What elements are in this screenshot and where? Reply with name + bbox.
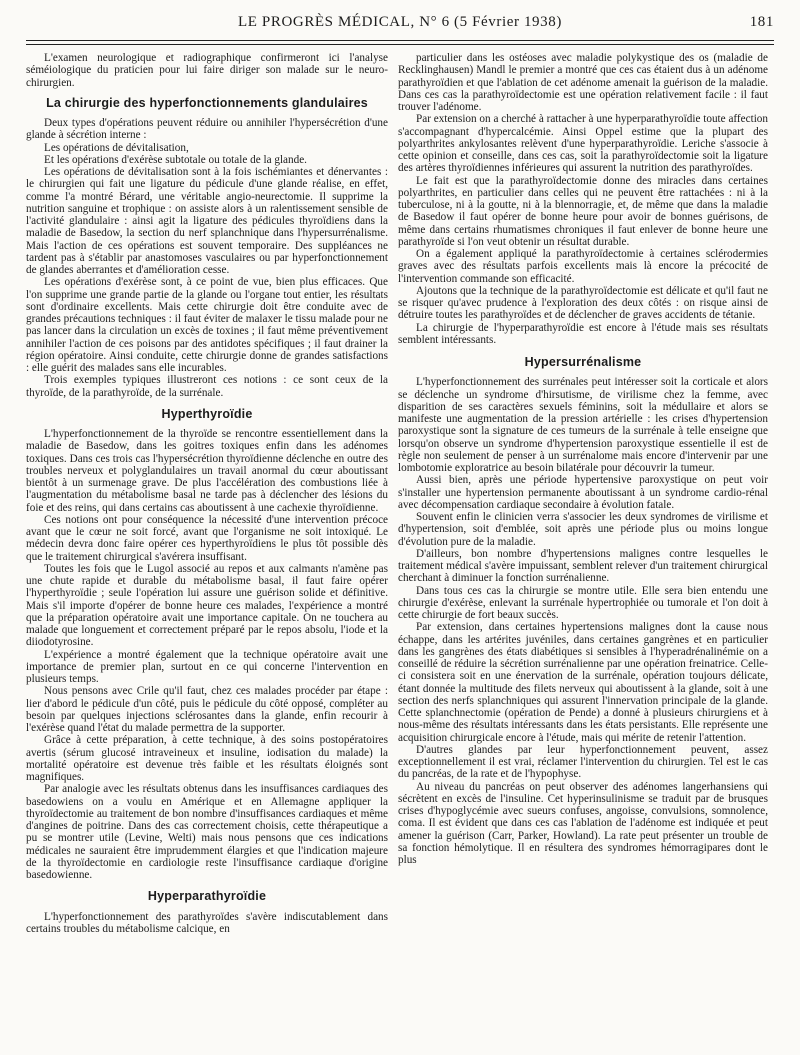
right-column [398, 52, 768, 1047]
paragraph: Aussi bien, après une période hypertensive paroxystique on peut voir s'installer une hypertension permanente aboutissant à un syndrome cardio-rénal avec décompensation cardiaque secondaire à évolution fatale. [398, 474, 768, 511]
page-number: 181 [749, 14, 774, 30]
paragraph: Et les opérations d'exérèse subtotale ou totale de la glande. [44, 153, 307, 166]
section-heading-chirurgie: La chirurgie des hyperfonctionnements glandulaires [46, 95, 368, 110]
section-heading-hyperparathyroidie: Hyperparathyroïdie [147, 889, 267, 904]
left-column [26, 52, 388, 1047]
paragraph: Par extension on a cherché à rattacher à une hyperparathyroïdie toute affection s'accompagnant d'hypercalcémie. Ainsi Oppel estime que la plupart des polyarthrites ankylosantes relèvent d'une hyperparathyroïdie. Leriche s'associe à cette opinion et conseille, dans ces cas, soit la parathyroïdectomie soit la ligature des artères thyroïdiennes inférieures qui assurent la nutrition des parathyroïdes. [398, 113, 768, 175]
paragraph: Ces notions ont pour conséquence la nécessité d'une intervention précoce avant que le cœur ne soit forcé, avant que l'organisme ne soit intoxiqué. Le médecin devra donc faire opérer ces hyperthyroïdiens le plus tôt possible dès que le traitement chirurgical s'avérera insuffisant. [26, 513, 388, 563]
paragraph: Souvent enfin le clinicien verra s'associer les deux syndromes de virilisme et d'hypertension, soit d'emblée, soit après une période plus ou moins longue d'évolution pure de la maladie. [398, 511, 768, 548]
page-header [26, 14, 774, 36]
paragraph: Les opérations de dévitalisation, [44, 141, 189, 154]
paragraph: D'ailleurs, bon nombre d'hypertensions malignes contre lesquelles le traitement médical s'avère impuissant, semblent relever d'un traitement chirurgical cherchant à diminuer la fonction surrénalienne. [398, 547, 768, 585]
paragraph: L'expérience a montré également que la technique opératoire avait une importance de premier plan, surtout en ce qui concerne l'intervention en plusieurs temps. [26, 648, 388, 685]
paragraph: Deux types d'opérations peuvent réduire ou annihiler l'hypersécrétion d'une glande à sécrétion interne : [26, 117, 388, 142]
paragraph: L'hyperfonctionnement des surrénales peut intéresser soit la corticale et alors se déclenche un syndrome d'hirsutisme, de virilisme chez la femme, avec disparition de ses caractères sexuels féminins, soit la médullaire et alors se manifeste une augmentation de la pression artérielle : les crises d'hypertension paroxystique sont la signature de ces tumeurs de la surrénale à telle enseigne que lorsqu'on observe un syndrome d'hypertension paroxystique essentielle il est de règle non seulement de penser à un surrénalome mais encore d'intervenir par une lombotomie exploratrice au besoin bilatérale pour découvrir la tumeur. [398, 376, 768, 474]
paragraph: L'hyperfonctionnement des parathyroïdes s'avère indiscutablement dans certains troubles du métabolisme calcique, en [26, 910, 388, 935]
paragraph: La chirurgie de l'hyperparathyroïdie est encore à l'étude mais ses résultats semblent intéressants. [398, 321, 768, 346]
intro-paragraph: L'examen neurologique et radiographique confirmeront ici l'analyse séméiologique du praticien pour lui faire diriger son malade sur le neuro-chirurgien. [26, 52, 388, 89]
paragraph: L'hyperfonctionnement de la thyroïde se rencontre essentiellement dans la maladie de Basedow, dans les goitres toxiques enfin dans les adénomes toxiques. Dans ces trois cas l'hypersécrétion thyroïdienne déclenche en outre des troubles nerveux et polyglandulaires un travail anormal du cœur aboutissant bientôt à un surmenage grave. De plus l'accélération des combustions liée à l'augmentation du métabolisme basal ne tarde pas à déclencher des lésions du foie et des reins, qui dans certains cas aboutissent à une cachexie thyroïdienne. [26, 428, 388, 514]
paragraph: Nous pensons avec Crile qu'il faut, chez ces malades procéder par étape : lier d'abord le pédicule d'un côté, puis le pédicule du côté opposé, compléter au besoin par quelques injections sclérosantes dans la glande, enfin recourir à l'exérèse quand l'état du malade permettra de la supporter. [26, 685, 388, 734]
paragraph: Trois exemples typiques illustreront ces notions : ce sont ceux de la thyroïde, de la parathyroïde, de la surrénale. [26, 374, 388, 399]
paragraph: D'autres glandes par leur hyperfonctionnement peuvent, assez exceptionnellement il est vrai, réclamer l'intervention du chirurgien. Tel est le cas du pancréas, de la rate et de l'hypophyse. [398, 743, 768, 781]
paragraph: Grâce à cette préparation, à cette technique, à des soins postopératoires avertis (sérum glucosé intraveineux et insuline, iodisation du malade) la mortalité opératoire est devenue très faible et les résultats éloignés sont magnifiques. [26, 734, 388, 783]
header-rule-thin [26, 44, 774, 45]
paragraph: On a également appliqué la parathyroïdectomie à certaines sclérodermies graves avec des résultats parfois excellents mais là encore la précocité de l'intervention commande son efficacité. [398, 248, 768, 285]
paragraph: Ajoutons que la technique de la parathyroïdectomie est délicate et qu'il faut ne se risquer qu'avec prudence à l'exploration des deux côtés : on risque ainsi de détruire toutes les parathyroïdes et de déclencher de graves accidents de tétanie. [398, 284, 768, 322]
header-rule-thick [26, 40, 774, 41]
journal-title: LE PROGRÈS MÉDICAL, N° 6 (5 Février 1938) [238, 14, 562, 30]
paragraph: Par analogie avec les résultats obtenus dans les insuffisances cardiaques des basedowiens on a voulu en Amérique et en Allemagne appliquer la thyroïdectomie au traitement de bon nombre d'insuffisances cardiaques et même d'angines de poitrine. Dans des cas correctement choisis, cette thérapeutique a pu se montrer utile (Levine, Welti) mais nous pensons que ces indications médicales ne sauraient être imprudemment élargies et que l'indication majeure de la thyroïdectomie en cardiologie reste l'insuffisance cardiaque d'origine basedowienne. [26, 783, 388, 881]
paragraph: Toutes les fois que le Lugol associé au repos et aux calmants n'amène pas une chute rapide et durable du métabolisme basal, il faut faire opérer l'hyperthyroïdie ; seule l'opération lui assure une guérison solide et définitive. Mais s'il importe d'opérer de bonne heure ces malades, l'expérience a montré que la préparation opératoire avait une importance capitale. On ne touchera au malade que longuement et correctement préparé par le repos absolu, l'iode et la diiodotyrosine. [26, 562, 388, 649]
section-heading-hyperthyroidie: Hyperthyroïdie [161, 406, 253, 421]
paragraph: Les opérations d'exérèse sont, à ce point de vue, bien plus efficaces. Que l'on supprime une grande partie de la glande ou l'organe tout entier, les résultats sont d'ordinaire excellents. Mais cette chirurgie doit être conduite avec de grandes précautions techniques : il faut éviter de malaxer le tissu malade pour ne pas lancer dans la circulation un excès de toxines ; il faut même préventivement annihiler l'action de ces poisons par des antidotes spécifiques ; il faut drainer la région opératoire. Ainsi conduite, cette chirurgie donne de grandes satisfactions : elle guérit des malades sans elle incurables. [26, 276, 388, 374]
paragraph: Au niveau du pancréas on peut observer des adénomes langerhansiens qui sécrètent en excès de l'insuline. Cet hyperinsulinisme se traduit par de brusques crises d'hypoglycémie avec sueurs confuses, angoisse, convulsions, somnolence, coma. Il est évident que dans ces cas l'ablation de l'adénome est indiquée et peut amener la guérison (Carr, Parker, Howland). La rate peut présenter un trouble de sa fonction hémolytique. Il en résultera des syndromes hémorragipares dont le plus [398, 780, 768, 866]
paragraph: Par extension, dans certaines hypertensions malignes dont la cause nous échappe, dans les artérites juvéniles, dans certaines gangrènes et en particulier dans les gangrènes des états diabétiques si sensibles à l'hyperadrénalinémie on a conseillé de réduire la sécrétion surrénalienne par une opération freinatrice. Celle-ci consistera soit en une énervation de la surrénale, opération toujours délicate, étant donnée la multitude des filets nerveux qui aboutissent à la glande, soit à une section des nerfs splanchniques qui assurent l'innervation principale de la glande. Cette splanchnectomie (opération de Pende) a donné à plusieurs chirurgiens et à nous-même des résultats intéressants dans les états persistants. Elle représente une acquisition chirurgicale encore à l'étude, mais qui mérite de retenir l'attention. [398, 621, 768, 744]
paragraph: particulier dans les ostéoses avec maladie polykystique des os (maladie de Recklinghausen) Mandl le premier a montré que ces cas étaient dus à un adénome parathyroïdien et que l'ablation de cet adénome amenait la guérison de la maladie. Dans ces cas la parathyroïdectomie est une opération relativement facile : il faut trouver l'adénome. [398, 52, 768, 113]
paragraph: Les opérations de dévitalisation sont à la fois ischémiantes et dénervantes : le chirurgien qui fait une ligature du pédicule d'une glande réalise, en effet, comme l'a montré Bérard, une véritable angio-neurectomie. Il supprime la nutrition sanguine et trophique : on assiste alors à un ralentissement sensible de l'activité glandulaire : ainsi agit la ligature des pédicules thyroïdiens dans la maladie de Basedow, la section du nerf splanchnique dans l'hypersurrénalisme. Mais l'action de ces opérations est souvent temporaire. Des suppléances ne tardent pas à s'établir par anastomoses vasculaires ou par hyperfonctionnement de glandes aberrantes et d'amélioration cesse. [26, 166, 388, 276]
paragraph: Le fait est que la parathyroïdectomie donne des miracles dans certaines polyarthrites, en particulier dans celles qui ne peuvent être rattachées : ni à la tuberculose, ni à la goutte, ni à la blennorragie, et, de même que dans la maladie de Basedow il faut opérer de bonne heure pour avoir de bonnes guérisons, de même dans certains rhumatismes chroniques il faut enlever de bonne heure une parathyroïde si l'on veut obtenir un résultat durable. [398, 174, 768, 248]
section-heading-hypersurrenalisme: Hypersurrénalisme [524, 355, 642, 369]
paragraph: Dans tous ces cas la chirurgie se montre utile. Elle sera bien entendu une chirurgie d'exérèse, enlevant la surrénale hypertrophiée ou tumorale et l'on doit à cette chirurgie de fort beaux succès. [398, 584, 768, 621]
